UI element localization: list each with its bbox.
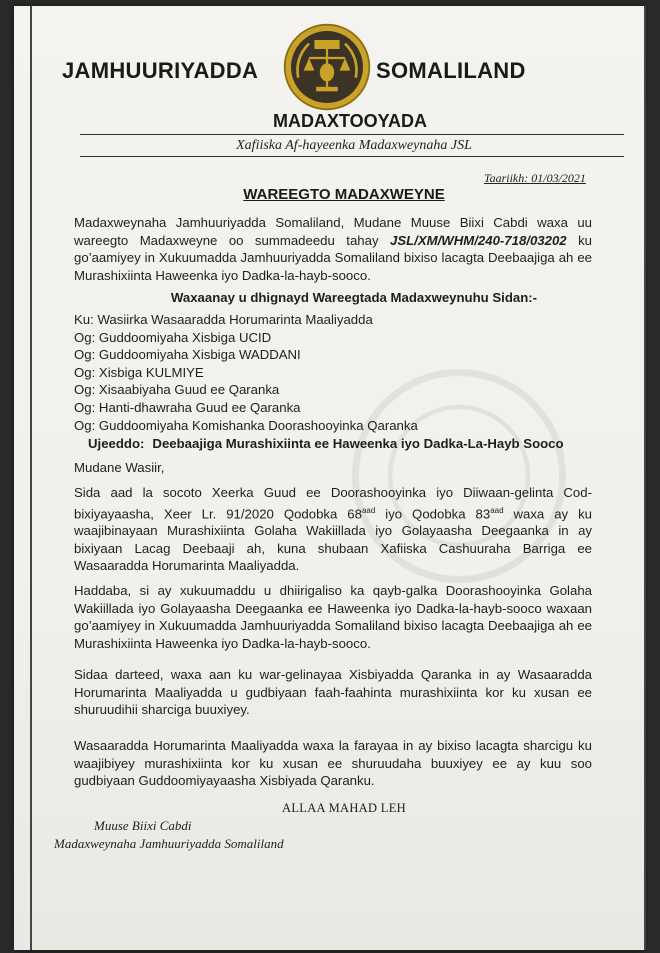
header-rule-bottom — [80, 156, 624, 157]
office-name: MADAXTOOYADA — [272, 111, 428, 131]
paragraph-3: Sidaa darteed, waxa aan ku war-gelinayaa Xisbiyadda Qaranka in ay Wasaaradda Horumarinta Maaliyadda u gudbiyaan faah-faahinta murashixiinta kor ku xusan ee shuruudihii sharciga buuxiyey. — [74, 667, 592, 717]
subject-line — [88, 436, 588, 451]
subject-text: Deebaajiga Murashixiinta ee Haweenka iyo Dadka-La-Hayb Sooco — [152, 436, 564, 451]
recipient-item: Og: Xisbiga KULMIYE — [74, 364, 204, 380]
document-date: Taariikh: 01/03/2021 — [484, 171, 586, 185]
recipient-item: Og: Xisaabiyaha Guud ee Qaranka — [74, 382, 280, 398]
paragraph-2: Haddaba, si ay xukuumaddu u dhiirigaliso ka qayb-galka Doorashooyinka Golaha Wakiillada iyo Golayaasha Deegaanka ee Haweenka iyo Dadka-la-hayb-sooco waxaan go’aamiyey in Xukuumadda Jamhuuriyadda Somaliland bixiso lacagta Deebaajiga ah ee Murashixiinta Haweenka iyo Dadka-la-hayb-sooco. — [74, 583, 592, 651]
salutation: Mudane Wasiir, — [74, 460, 165, 475]
header-country-left: JAMHUURIYADDA — [62, 58, 259, 83]
recipient-item: Ku: Wasiirka Wasaaradda Horumarinta Maaliyadda — [74, 312, 373, 327]
recipient-item: Og: Hanti-dhawraha Guud ee Qaranka — [74, 399, 301, 415]
subject-label: Ujeeddo: — [88, 436, 145, 451]
document-title: WAREEGTO MADAXWEYNE — [243, 186, 445, 203]
signatory-name: Muuse Biixi Cabdi — [94, 818, 192, 833]
recipient-item: Og: Guddoomiyaha Xisbiga UCID — [74, 329, 272, 345]
header-rule-top — [80, 134, 624, 135]
recipient-list — [74, 311, 574, 434]
national-emblem-icon — [282, 22, 372, 112]
recipient-item: Og: Guddoomiyaha Xisbiga WADDANI — [74, 347, 301, 363]
office-subtitle: Xafiiska Af-hayeenka Madaxweynaha JSL — [236, 138, 472, 153]
paragraph-4: Wasaaradda Horumarinta Maaliyadda waxa la farayaa in ay bixiso lacagta sharcigu ku waajibiyey murashixiinta kor ku xusan ee shuruudaha buuxiyey ee ay kuu soo gudbiyaan Guddoomiyayaasha Xisbiyada Qaranku. — [74, 738, 592, 788]
recipient-item: Og: Guddoomiyaha Komishanka Doorashooyinka Qaranka — [74, 417, 418, 433]
header-country-right: SOMALILAND — [376, 58, 526, 83]
document-page — [14, 6, 644, 950]
signatory-title: Madaxweynaha Jamhuuriyadda Somaliland — [54, 836, 284, 851]
paragraph-1: Sida aad la socoto Xeerka Guud ee Doorashooyinka iyo Diiwaan-gelinta Cod-bixiyayaasha, Xeer Lr. 91/2020 Qodobka $68^{aad}$ iyo Qodobka $83^{aad}$ waxa ay ku waajibinayaan Murashixiinta Golaha Wakiillada iyo Golayaasha Deegaanka in ay bixiyaan Lacag Deebaaji ah, kuna shubaan Xafiiska Cashuuraha Barriga ee Wasaaradda Horumarinta Maaliyadda. — [74, 485, 592, 574]
closing-line: ALLAA MAHAD LEH — [282, 801, 406, 815]
distribution-heading: Waxaanay u dhignayd Wareegtada Madaxweynuhu Sidan:- — [170, 290, 538, 305]
intro-paragraph: Madaxweynaha Jamhuuriyadda Somaliland, Mudane Muuse Biixi Cabdi waxa uu wareegto Madaxweyne oo summadeedu tahay JSL/XM/WHM/240-718/03202 ku go’aamiyey in Xukuumadda Jamhuuriyadda Somaliland bixiso lacagta Deebaajiga ah ee Murashixiinta Haweenka iyo Dadka-la-hayb-sooco. — [74, 215, 593, 283]
reference-number: JSL/XM/WHM/240-718/03202 — [389, 232, 567, 248]
